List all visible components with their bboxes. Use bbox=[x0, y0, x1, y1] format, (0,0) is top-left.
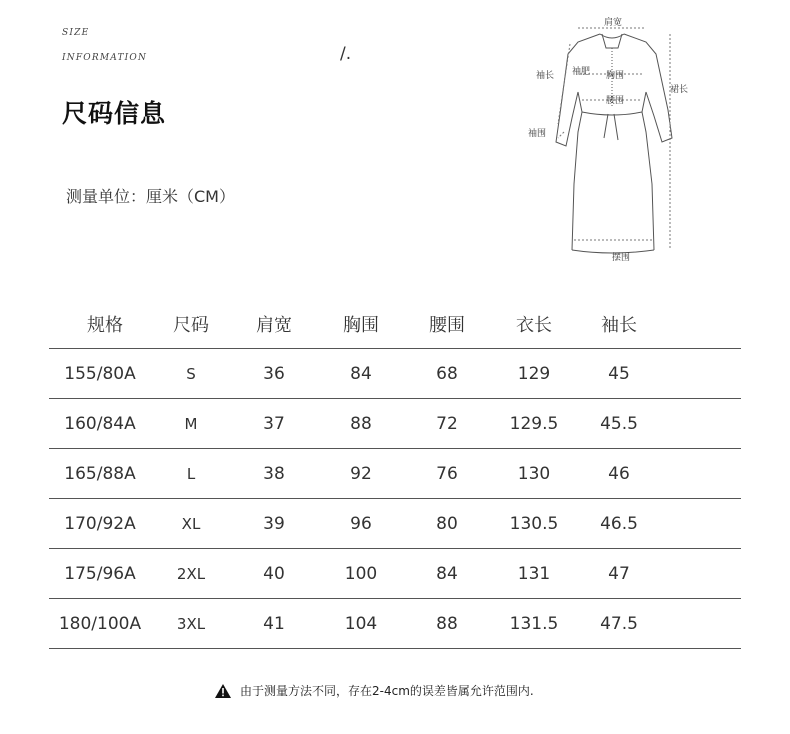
cell-spec: 180/100A bbox=[49, 599, 151, 649]
header-shoulder: 肩宽 bbox=[231, 300, 317, 349]
cell-sleeve: 47.5 bbox=[579, 599, 659, 649]
cell-size: L bbox=[151, 449, 231, 499]
table-row bbox=[49, 499, 741, 549]
cell-size: XL bbox=[151, 499, 231, 549]
cell-shoulder: 39 bbox=[231, 499, 317, 549]
chest-label: 胸围 bbox=[606, 71, 625, 81]
hem-label: 摆围 bbox=[612, 253, 631, 263]
cell-size: 2XL bbox=[151, 549, 231, 599]
cell-chest: 96 bbox=[317, 499, 405, 549]
page-title: 尺码信息 bbox=[62, 99, 167, 128]
cell-shoulder: 36 bbox=[231, 349, 317, 399]
header-chest: 胸围 bbox=[317, 300, 405, 349]
cell-shoulder: 41 bbox=[231, 599, 317, 649]
table-header-row bbox=[49, 300, 741, 349]
dress-length-label: 裙长 bbox=[670, 85, 689, 95]
cell-waist: 80 bbox=[405, 499, 489, 549]
cell-shoulder: 40 bbox=[231, 549, 317, 599]
cell-waist: 68 bbox=[405, 349, 489, 399]
cell-chest: 104 bbox=[317, 599, 405, 649]
sleeve-length-label: 袖长 bbox=[536, 71, 555, 81]
header-spec: 规格 bbox=[49, 300, 151, 349]
cell-spec: 165/88A bbox=[49, 449, 151, 499]
header-waist: 腰围 bbox=[405, 300, 489, 349]
cell-sleeve: 45.5 bbox=[579, 399, 659, 449]
cell-waist: 72 bbox=[405, 399, 489, 449]
warning-icon bbox=[214, 683, 232, 699]
cell-length: 129 bbox=[489, 349, 579, 399]
table-row bbox=[49, 599, 741, 649]
shoulder-label: 肩宽 bbox=[604, 18, 623, 28]
cell-sleeve: 46.5 bbox=[579, 499, 659, 549]
cell-chest: 92 bbox=[317, 449, 405, 499]
cell-size: S bbox=[151, 349, 231, 399]
cell-waist: 84 bbox=[405, 549, 489, 599]
disclaimer-text: 由于测量方法不同，存在2-4cm的误差皆属允许范围内. bbox=[240, 684, 534, 698]
table-row bbox=[49, 549, 741, 599]
cell-sleeve: 45 bbox=[579, 349, 659, 399]
table-row bbox=[49, 449, 741, 499]
size-eyebrow: SIZE bbox=[62, 28, 90, 38]
cuff-label: 袖围 bbox=[528, 129, 547, 139]
cell-shoulder: 38 bbox=[231, 449, 317, 499]
header-size: 尺码 bbox=[151, 300, 231, 349]
header-length: 衣长 bbox=[489, 300, 579, 349]
cell-chest: 100 bbox=[317, 549, 405, 599]
waist-label: 腰围 bbox=[606, 96, 625, 106]
cell-length: 130.5 bbox=[489, 499, 579, 549]
cell-length: 130 bbox=[489, 449, 579, 499]
header-sleeve: 袖长 bbox=[579, 300, 659, 349]
cell-size: 3XL bbox=[151, 599, 231, 649]
table-row bbox=[49, 349, 741, 399]
cell-chest: 88 bbox=[317, 399, 405, 449]
cell-shoulder: 37 bbox=[231, 399, 317, 449]
cell-waist: 76 bbox=[405, 449, 489, 499]
cell-sleeve: 46 bbox=[579, 449, 659, 499]
disclaimer-note bbox=[214, 682, 534, 699]
table-row bbox=[49, 399, 741, 449]
cell-waist: 88 bbox=[405, 599, 489, 649]
size-table bbox=[49, 300, 741, 649]
cell-size: M bbox=[151, 399, 231, 449]
slash-mark: /. bbox=[340, 44, 352, 64]
sleeve-width-label: 袖肥 bbox=[572, 67, 591, 77]
cell-length: 129.5 bbox=[489, 399, 579, 449]
cell-length: 131.5 bbox=[489, 599, 579, 649]
cell-spec: 160/84A bbox=[49, 399, 151, 449]
information-eyebrow: INFORMATION bbox=[62, 53, 148, 63]
cell-length: 131 bbox=[489, 549, 579, 599]
cell-spec: 155/80A bbox=[49, 349, 151, 399]
cell-chest: 84 bbox=[317, 349, 405, 399]
cell-sleeve: 47 bbox=[579, 549, 659, 599]
cell-spec: 175/96A bbox=[49, 549, 151, 599]
garment-diagram bbox=[522, 14, 702, 270]
cell-spec: 170/92A bbox=[49, 499, 151, 549]
unit-line: 测量单位：厘米（CM） bbox=[66, 187, 235, 206]
